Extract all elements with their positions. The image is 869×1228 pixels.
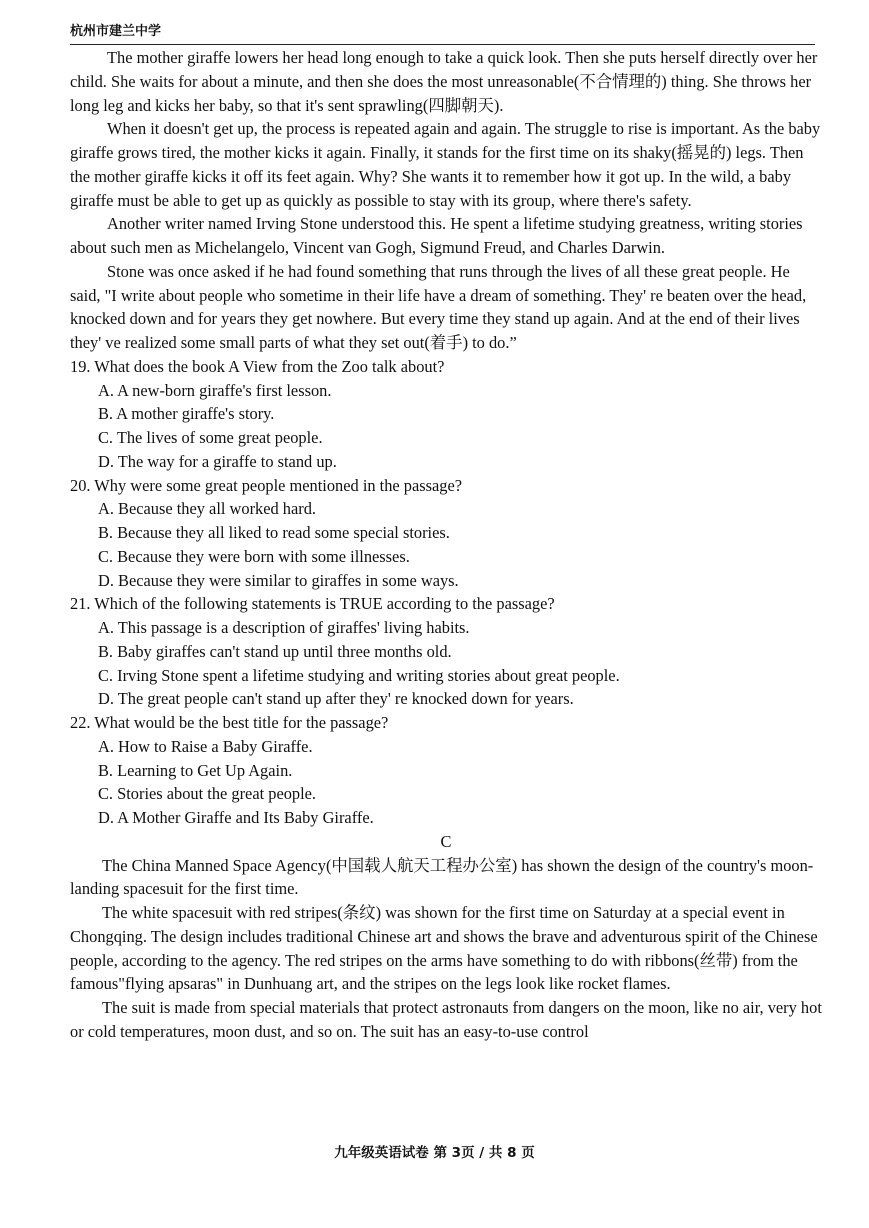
page-number: 九年级英语试卷 第 3页 / 共 8 页: [334, 1145, 535, 1161]
question-stem: 21. Which of the following statements is TRUE according to the passage?: [70, 594, 555, 614]
option-a: A. This passage is a description of giraffes' living habits.: [98, 618, 470, 637]
option-b: B. Learning to Get Up Again.: [98, 760, 293, 780]
option-d: D. A Mother Giraffe and Its Baby Giraffe.: [98, 808, 374, 827]
option-a: A. A new-born giraffe's first lesson.: [98, 380, 332, 400]
option-a: A. Because they all worked hard.: [98, 499, 317, 519]
option-c: C. Because they were born with some illnesses.: [98, 546, 410, 566]
page-footer: [0, 1141, 869, 1161]
question-stem: 20. Why were some great people mentioned in the passage?: [70, 475, 463, 495]
question-21: [70, 592, 822, 711]
passage-b-paragraph-3: Another writer named Irving Stone understood this. He spent a lifetime studying greatness, writing stories about such men as Michelangelo, Vincent van Gogh, Sigmund Freud, and Charles Darwin.: [70, 214, 803, 257]
school-name: 杭州市建兰中学: [70, 24, 162, 39]
passage-b-paragraph-4: Stone was once asked if he had found something that runs through the lives of all these great people. He said, "I write about people who sometime in their life have a dream of something. They' re beaten over the head, knocked down and for years they get nowhere. But every time they stand up again. And at the end of their lives they' ve realized some small parts of what they set out(着手) to do.”: [70, 261, 807, 352]
passage-c-paragraph-2: The white spacesuit with red stripes(条纹) was shown for the first time on Saturday at a special event in Chongqing. The design includes traditional Chinese art and shows the brave and adventurous spirit of the Chinese people, according to the agency. The red stripes on the arms have something to do with ribbons(丝带) from the famous"flying apsaras" in Dunhuang art, and the stripes on the legs look like rocket flames.: [70, 903, 818, 994]
question-22: [70, 711, 822, 830]
passage-b-paragraph-1: The mother giraffe lowers her head long enough to take a quick look. Then she puts herself directly over her child. She waits for about a minute, and then she does the most unreasonable(不合情理的) thing. She throws her long leg and kicks her baby, so that it's sent sprawling(四脚朝天).: [70, 48, 818, 115]
question-19: [70, 355, 822, 474]
option-c: C. Stories about the great people.: [98, 784, 317, 804]
option-d: D. Because they were similar to giraffes in some ways.: [98, 570, 459, 590]
page-content: [70, 46, 822, 1044]
section-c-heading: C: [440, 831, 452, 851]
option-b: B. Because they all liked to read some special stories.: [98, 523, 450, 542]
option-b: B. A mother giraffe's story.: [98, 404, 275, 424]
passage-b-paragraph-2: When it doesn't get up, the process is repeated again and again. The struggle to rise is important. As the baby giraffe grows tired, the mother kicks it again. Finally, it stands for the first time on its shaky(摇晃的) legs. Then the mother giraffe kicks it off its feet again. Why? She wants it to remember how it got up. In the wild, a baby giraffe must be able to get up as quickly as possible to stay with its group, where there's safety.: [70, 119, 821, 210]
question-stem: 22. What would be the best title for the passage?: [70, 713, 389, 732]
option-c: C. The lives of some great people.: [98, 428, 323, 447]
question-stem: 19. What does the book A View from the Zoo talk about?: [70, 356, 445, 376]
passage-c-paragraph-3: The suit is made from special materials that protect astronauts from dangers on the moon, like no air, very hot or cold temperatures, moon dust, and so on. The suit has an easy-to-use control: [70, 998, 822, 1041]
option-d: D. The way for a giraffe to stand up.: [98, 451, 337, 471]
option-b: B. Baby giraffes can't stand up until three months old.: [98, 641, 452, 661]
option-d: D. The great people can't stand up after they' re knocked down for years.: [98, 689, 574, 709]
option-a: A. How to Raise a Baby Giraffe.: [98, 736, 313, 756]
question-20: [70, 474, 822, 593]
option-c: C. Irving Stone spent a lifetime studying and writing stories about great people.: [98, 665, 620, 685]
passage-c-paragraph-1: The China Manned Space Agency(中国载人航天工程办公室) has shown the design of the country's moon-landing spacesuit for the first time.: [70, 855, 814, 899]
page-header: [70, 22, 815, 45]
